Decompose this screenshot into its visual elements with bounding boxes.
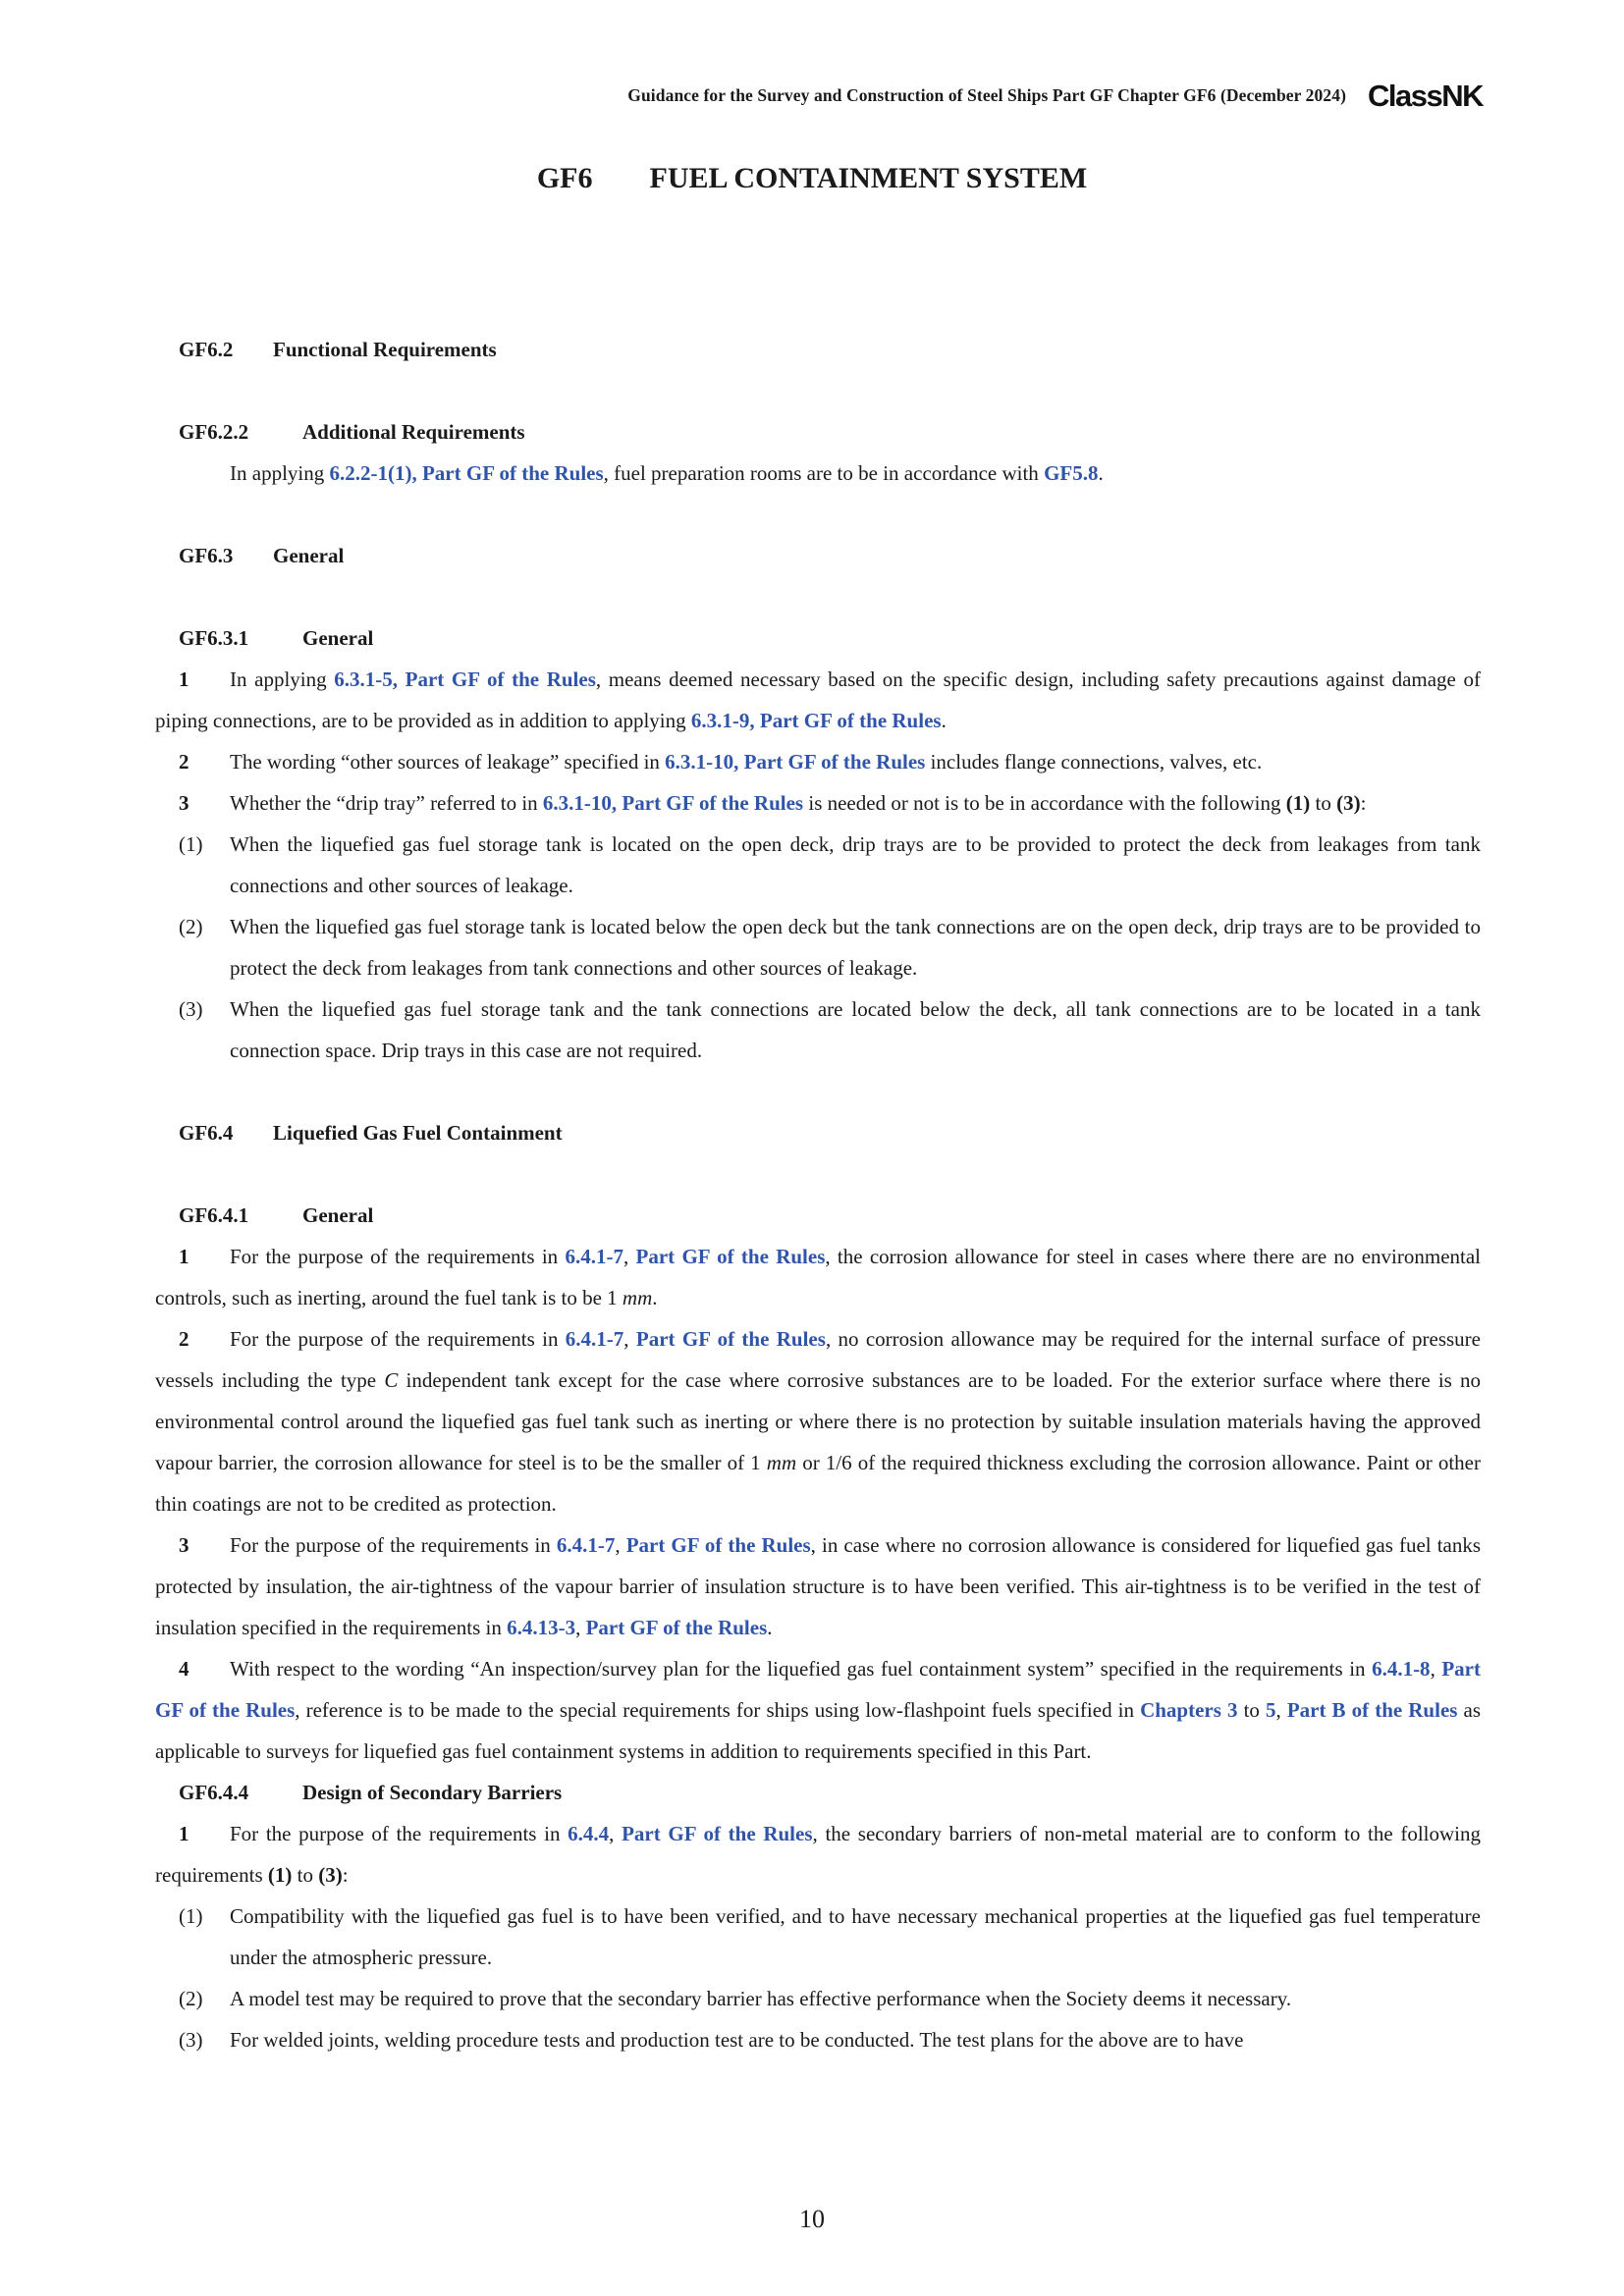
- rule-reference-link[interactable]: 6.4.1-7: [565, 1327, 624, 1351]
- header-text: Guidance for the Survey and Construction of Steel Ships Part GF Chapter GF6 (December 2024): [627, 85, 1346, 105]
- chapter-title-text: FUEL CONTAINMENT SYSTEM: [649, 162, 1088, 194]
- rule-reference-link[interactable]: Part GF of the Rules: [155, 1657, 1481, 1722]
- section-heading-gf6-4: [155, 1112, 1481, 1153]
- paragraph-number: 2: [179, 750, 189, 774]
- paragraph-3: 3 Whether the “drip tray” referred to in 6.3.1-10, Part GF of the Rules is needed or not is to be in accordance with the following (1) to (3):: [155, 782, 1481, 824]
- list-item: (2) When the liquefied gas fuel storage tank is located below the open deck but the tank connections are on the open deck, drip trays are to be provided to protect the deck from leakages from tank connections and other sources of leakage.: [155, 906, 1481, 988]
- rule-reference-link[interactable]: Part B of the Rules: [1286, 1698, 1458, 1722]
- page-number: 10: [799, 2205, 825, 2233]
- section-number: GF6.4.1: [179, 1203, 249, 1227]
- section-number: GF6.2: [179, 338, 234, 361]
- rule-reference-link[interactable]: 6.4.1-8: [1372, 1657, 1431, 1681]
- rule-reference-link[interactable]: 6.3.1-5, Part GF of the Rules: [334, 667, 596, 691]
- rule-reference-link[interactable]: 6.4.1-7: [556, 1533, 616, 1557]
- rule-reference-link[interactable]: 6.4.13-3: [507, 1616, 576, 1639]
- chapter-title: [0, 162, 1624, 195]
- section-title: Additional Requirements: [302, 420, 525, 444]
- classnk-logo: ClassNK: [1368, 79, 1483, 113]
- paragraph-3: 3 For the purpose of the requirements in 6.4.1-7, Part GF of the Rules, in case where no corrosion allowance is considered for liquefied gas fuel tanks protected by insulation, the air-tightness of the vapour barrier of insulation structure is to have been verified. This air-tightness is to be verified in the test of insulation specified in the requirements in 6.4.13-3, Part GF of the Rules.: [155, 1524, 1481, 1648]
- paragraph-1: 1 For the purpose of the requirements in 6.4.1-7, Part GF of the Rules, the corrosion allowance for steel in cases where there are no environmental controls, such as inerting, around the fuel tank is to be 1 mm.: [155, 1236, 1481, 1318]
- paragraph-number: 1: [179, 1822, 189, 1845]
- paragraph-number: 4: [179, 1657, 189, 1681]
- list-item: (2) A model test may be required to prove that the secondary barrier has effective performance when the Society deems it necessary.: [155, 1978, 1481, 2019]
- list-item: (1) Compatibility with the liquefied gas fuel is to have been verified, and to have necessary mechanical properties at the liquefied gas fuel temperature under the atmospheric pressure.: [155, 1896, 1481, 1978]
- section-title: Design of Secondary Barriers: [302, 1781, 563, 1804]
- paragraph-1: 1 In applying 6.3.1-5, Part GF of the Rules, means deemed necessary based on the specific design, including safety precautions against damage of piping connections, are to be provided as in addition to applying 6.3.1-9, Part GF of the Rules.: [155, 659, 1481, 741]
- rule-reference-link[interactable]: Part GF of the Rules: [635, 1245, 826, 1268]
- section-title: Functional Requirements: [273, 338, 497, 361]
- paragraph-number: 3: [179, 791, 189, 815]
- rule-reference-link[interactable]: 6.3.1-10, Part GF of the Rules: [665, 750, 926, 774]
- paragraph-2: 2 The wording “other sources of leakage” specified in 6.3.1-10, Part GF of the Rules includes flange connections, valves, etc.: [155, 741, 1481, 782]
- rule-reference-link[interactable]: 6.4.1-7: [565, 1245, 623, 1268]
- list-marker: (1): [179, 832, 203, 856]
- paragraph-2: 2 For the purpose of the requirements in 6.4.1-7, Part GF of the Rules, no corrosion allowance may be required for the internal surface of pressure vessels including the type C independent tank except for the case where corrosive substances are to be loaded. For the exterior surface where there is no environmental control around the liquefied gas fuel tank such as inerting or where there is no protection by suitable insulation materials having the approved vapour barrier, the corrosion allowance for steel is to be the smaller of 1 mm or 1/6 of the required thickness excluding the corrosion allowance. Paint or other thin coatings are not to be credited as protection.: [155, 1318, 1481, 1524]
- paragraph-gf6-2-2: In applying 6.2.2-1(1), Part GF of the Rules, fuel preparation rooms are to be in accordance with GF5.8.: [230, 461, 1104, 485]
- section-title: General: [273, 544, 345, 567]
- section-title: General: [302, 626, 374, 650]
- list-marker: (2): [179, 915, 203, 938]
- paragraph-number: 3: [179, 1533, 189, 1557]
- section-number: GF6.2.2: [179, 420, 249, 444]
- rule-reference-link[interactable]: 6.3.1-9, Part GF of the Rules: [690, 709, 942, 732]
- rule-reference-link[interactable]: Chapters 3: [1140, 1698, 1238, 1722]
- list-item: (1) When the liquefied gas fuel storage tank is located on the open deck, drip trays are to be provided to protect the deck from leakages from tank connections and other sources of leakage.: [155, 824, 1481, 906]
- section-heading-gf6-4-1: [155, 1195, 1481, 1236]
- section-number: GF6.4.4: [179, 1781, 249, 1804]
- section-number: GF6.3.1: [179, 626, 249, 650]
- list-marker: (3): [179, 2028, 203, 2052]
- section-heading-gf6-2: [155, 329, 1481, 370]
- rule-reference-link[interactable]: Part GF of the Rules: [625, 1533, 811, 1557]
- paragraph-number: 1: [179, 667, 189, 691]
- section-title: General: [302, 1203, 374, 1227]
- rule-reference-link[interactable]: 6.4.4: [568, 1822, 610, 1845]
- rule-reference-link[interactable]: 5: [1266, 1698, 1276, 1722]
- list-item: (3) For welded joints, welding procedure tests and production test are to be conducted. The test plans for the above are to have: [155, 2019, 1481, 2060]
- running-header: [461, 80, 1483, 120]
- document-body: [155, 329, 1481, 2060]
- section-heading-gf6-4-4: [155, 1772, 1481, 1813]
- paragraph-1: 1 For the purpose of the requirements in 6.4.4, Part GF of the Rules, the secondary barriers of non-metal material are to conform to the following requirements (1) to (3):: [155, 1813, 1481, 1896]
- paragraph-number: 2: [179, 1327, 189, 1351]
- paragraph-number: 1: [179, 1245, 189, 1268]
- section-heading-gf6-3: [155, 535, 1481, 576]
- rule-reference-link[interactable]: GF5.8: [1044, 461, 1099, 485]
- section-number: GF6.3: [179, 544, 234, 567]
- rule-reference-link[interactable]: 6.3.1-10, Part GF of the Rules: [542, 791, 804, 815]
- list-marker: (2): [179, 1987, 203, 2010]
- chapter-number: GF6: [536, 162, 593, 194]
- paragraph-4: 4 With respect to the wording “An inspection/survey plan for the liquefied gas fuel containment system” specified in the requirements in 6.4.1-8, Part GF of the Rules, reference is to be made to the special requirements for ships using low-flashpoint fuels specified in Chapters 3 to 5, Part B of the Rules as applicable to surveys for liquefied gas fuel containment systems in addition to requirements specified in this Part.: [155, 1648, 1481, 1772]
- rule-reference-link[interactable]: Part GF of the Rules: [635, 1327, 826, 1351]
- list-marker: (1): [179, 1904, 203, 1928]
- section-number: GF6.4: [179, 1121, 234, 1145]
- rule-reference-link[interactable]: Part GF of the Rules: [622, 1822, 813, 1845]
- rule-reference-link[interactable]: 6.2.2-1(1), Part GF of the Rules: [329, 461, 604, 485]
- section-title: Liquefied Gas Fuel Containment: [273, 1121, 563, 1145]
- list-item: (3) When the liquefied gas fuel storage tank and the tank connections are located below the deck, all tank connections are to be located in a tank connection space. Drip trays in this case are not required.: [155, 988, 1481, 1071]
- section-heading-gf6-3-1: [155, 617, 1481, 659]
- rule-reference-link[interactable]: Part GF of the Rules: [585, 1616, 768, 1639]
- list-marker: (3): [179, 997, 203, 1021]
- section-heading-gf6-2-2: [155, 411, 1481, 453]
